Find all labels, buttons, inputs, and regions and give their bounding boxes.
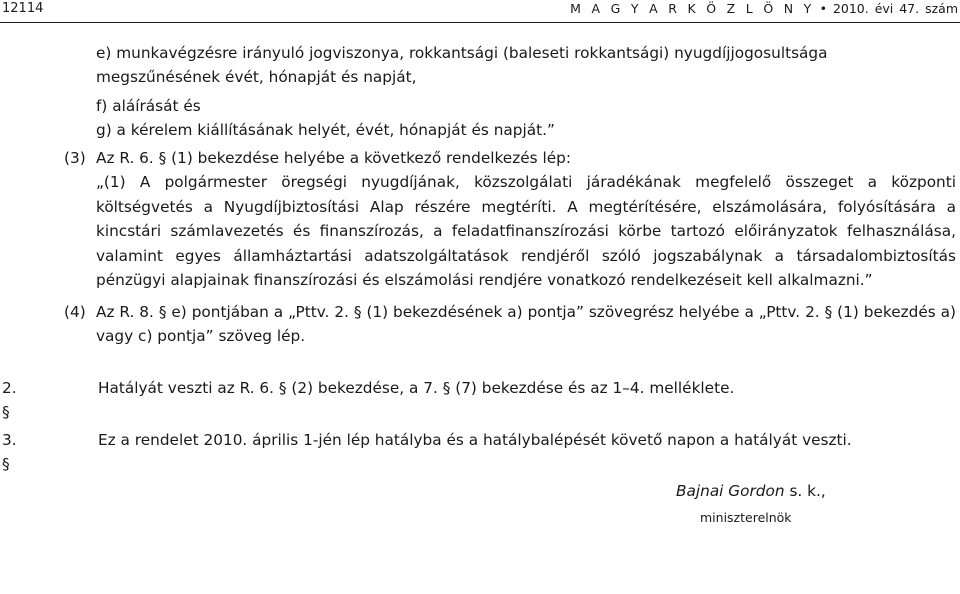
signature-suffix: s. k.,	[784, 482, 826, 500]
page-header	[0, 0, 960, 23]
paragraph-3-number: (3)	[64, 149, 86, 167]
paragraph-4-number: (4)	[64, 303, 86, 321]
section-3-number: 3. §	[2, 431, 17, 473]
point-g: g) a kérelem kiállításának helyét, évét, hónapját és napját.”	[96, 121, 555, 139]
issue-number: 2010. évi 47. szám	[832, 1, 958, 16]
section-2-text: Hatályát veszti az R. 6. § (2) bekezdése, a 7. § (7) bekezdése és az 1–4. melléklete.	[98, 379, 735, 397]
point-f: f) aláírását és	[96, 97, 201, 115]
bullet-separator: •	[819, 1, 827, 16]
page-number: 12114	[2, 1, 44, 16]
publication-name: M A G Y A R K Ö Z L Ö N Y	[570, 1, 814, 16]
publication-info	[570, 1, 958, 16]
paragraph-3-body: „(1) A polgármester öregségi nyugdíjának, közszolgálati járadékának megfelelő összeget a központi költségvetés a Nyugdíjbiztosítási Alap részére megtéríti. A megtérítésére, elszámolására, folyósítására a kincstári számlavezetés és finanszírozás, a feladatfinanszírozási körbe tartozó előirányzatok felhasználása, valamint egyes államháztartási adatszolgáltatások rendjéről szóló jogszabálynak a társadalombiztosítás pénzügyi alapjainak finanszírozási és elszámolási rendjére vonatkozó rendelkezéseit kell alkalmazni.”	[96, 173, 956, 290]
paragraph-4-text: Az R. 8. § e) pontjában a „Pttv. 2. § (1) bekezdésének a) pontja” szövegrész helyébe a „Pttv. 2. § (1) bekezdés a) vagy c) pontja” szöveg lép.	[96, 303, 956, 346]
point-e: e) munkavégzésre irányuló jogviszonya, rokkantsági (baleseti rokkantsági) nyugdíjjogosultsága megszűnésének évét, hónapját és napját,	[96, 44, 828, 87]
paragraph-4	[64, 300, 956, 349]
paragraph-3-intro: Az R. 6. § (1) bekezdése helyébe a következő rendelkezés lép:	[96, 149, 572, 167]
signatory-title: miniszterelnök	[700, 510, 792, 525]
signature-block	[676, 482, 826, 500]
section-3-text: Ez a rendelet 2010. április 1-jén lép hatályba és a hatálybalépését követő napon a hatályát veszti.	[98, 431, 852, 449]
signatory-name: Bajnai Gordon	[676, 482, 785, 500]
section-2-number: 2. §	[2, 379, 17, 421]
paragraph-3	[64, 146, 956, 292]
